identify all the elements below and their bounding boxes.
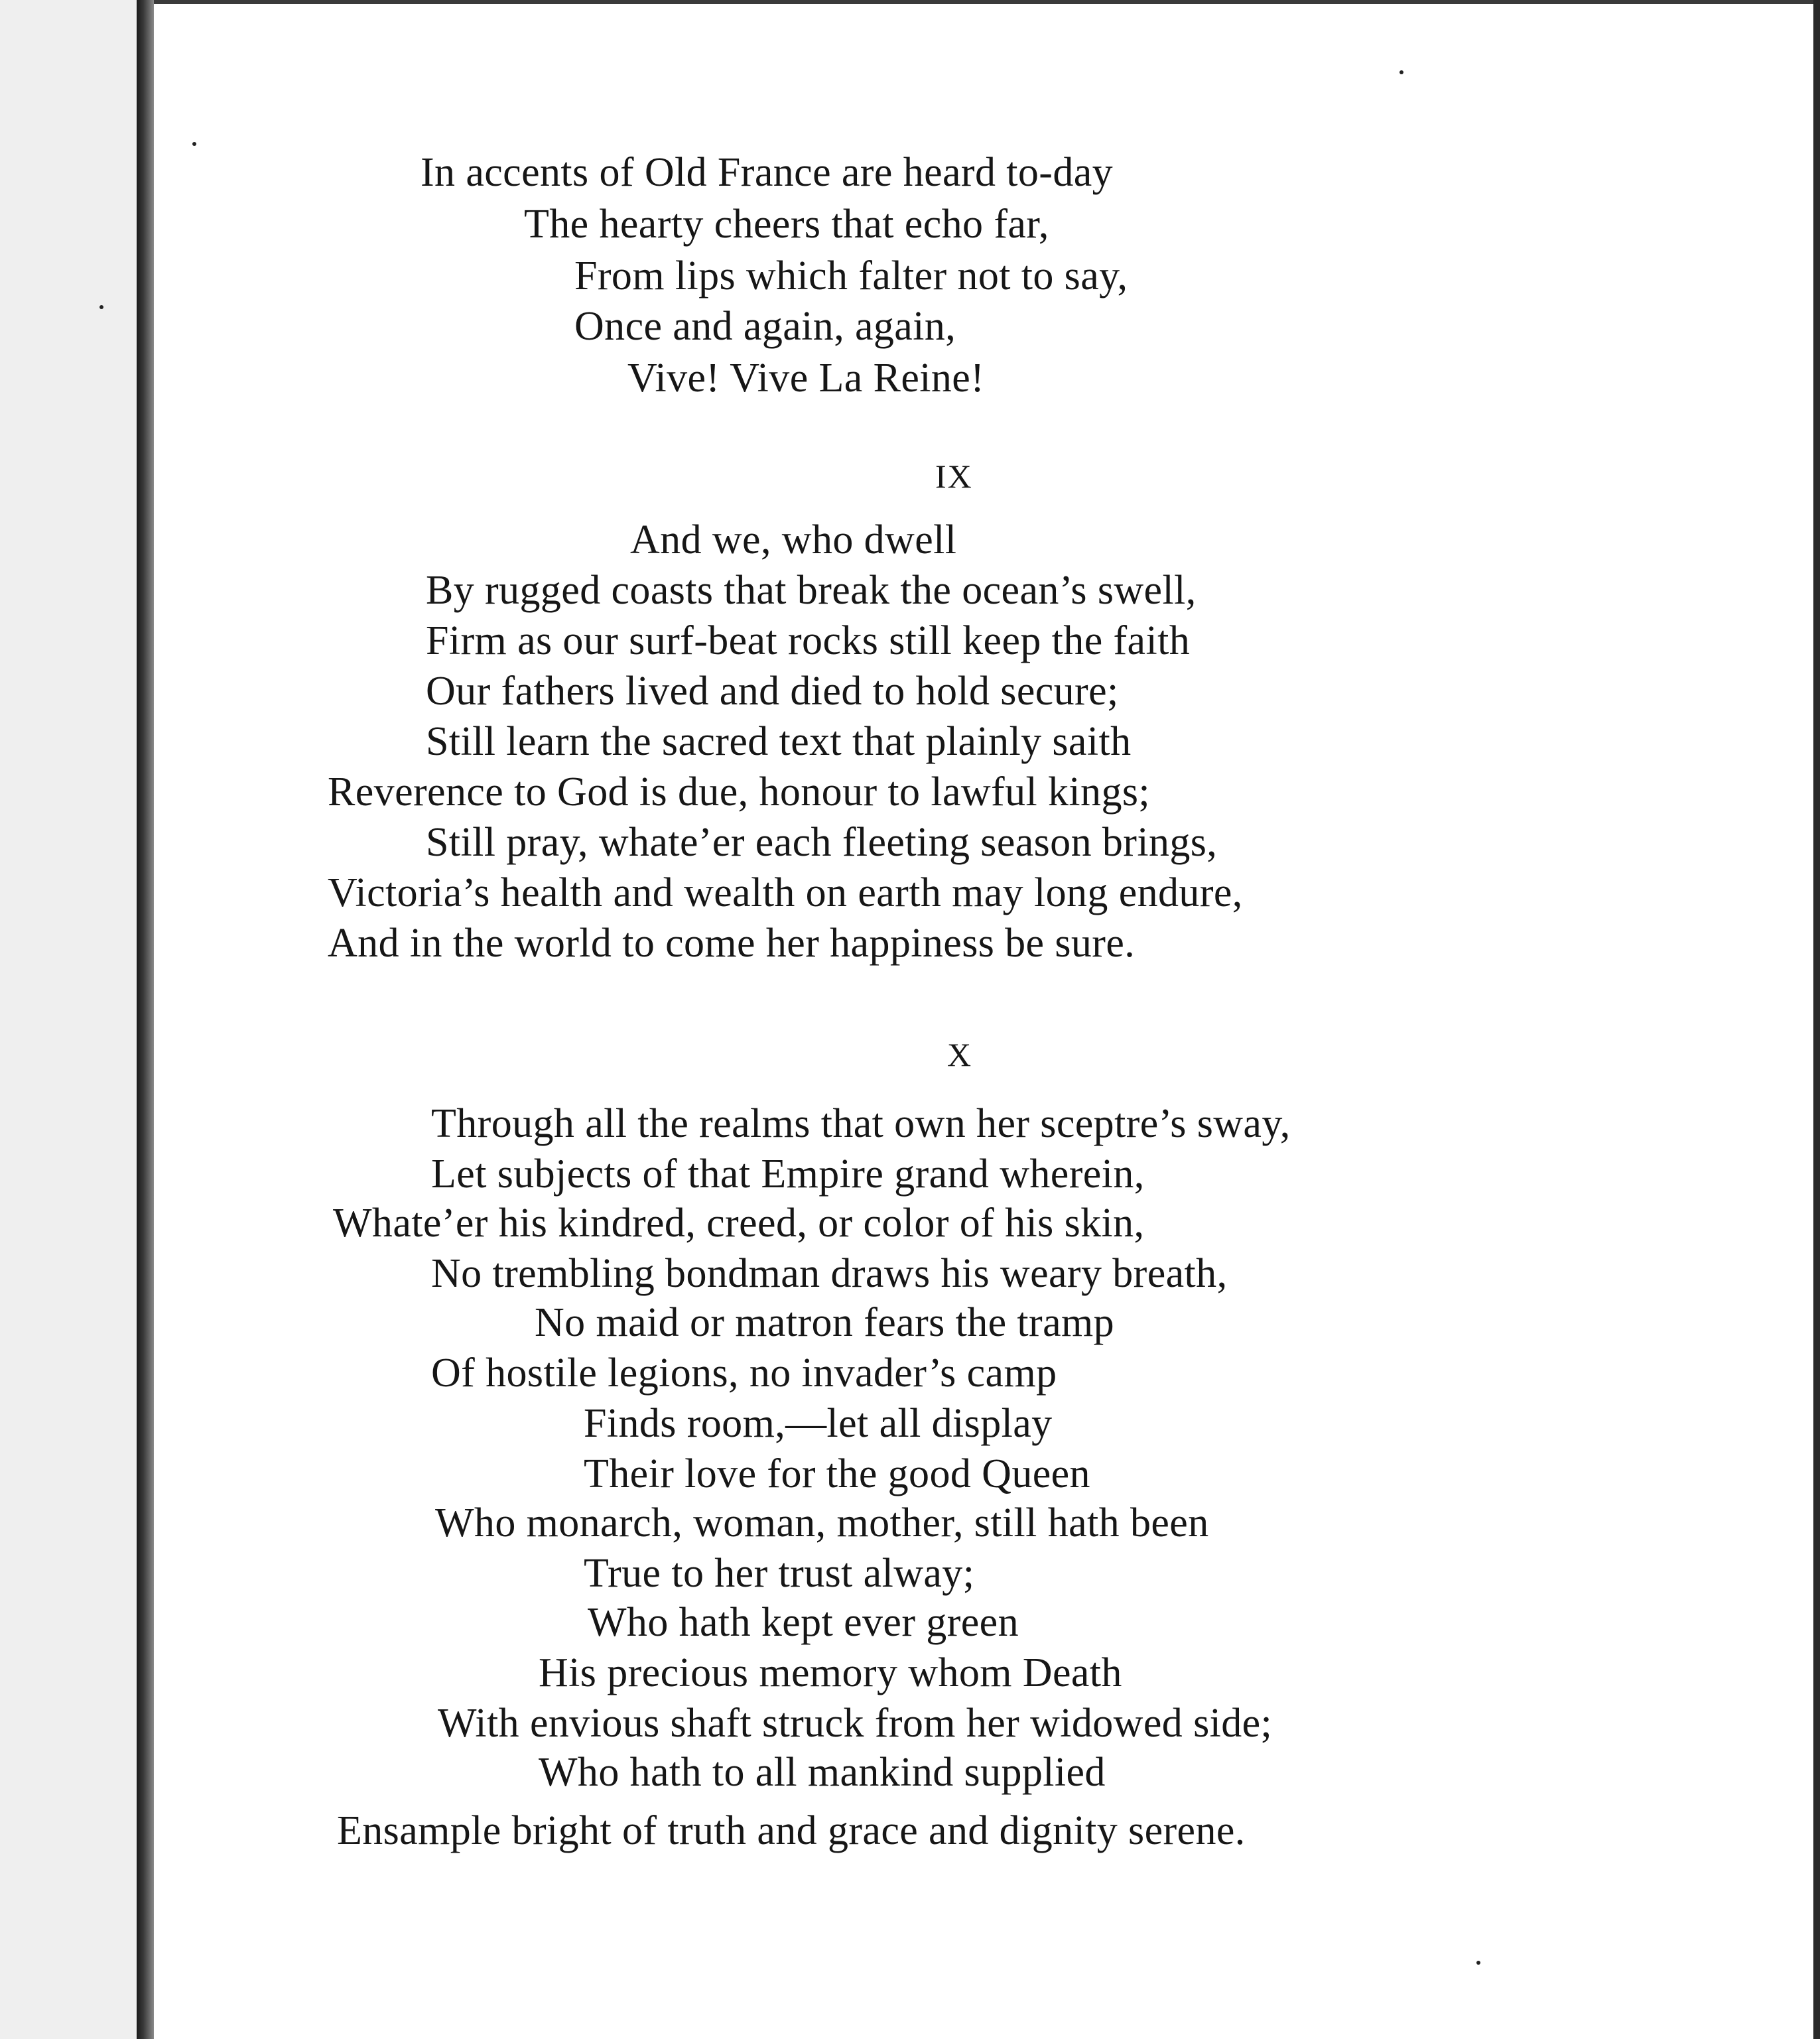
verse-line: Reverence to God is due, honour to lawful kings; <box>328 769 1151 815</box>
verse-line: Ensample bright of truth and grace and dignity serene. <box>337 1808 1246 1853</box>
verse-line: Victoria’s health and wealth on earth may long endure, <box>328 870 1243 915</box>
verse-line: Finds room,—let all display <box>584 1401 1053 1446</box>
verse-line: And we, who dwell <box>630 517 957 562</box>
stanza-numeral: X <box>947 1036 973 1073</box>
verse-line: Once and again, again, <box>574 304 956 349</box>
verse-line: His precious memory whom Death <box>539 1650 1122 1695</box>
verse-line: Firm as our surf-beat rocks still keep the faith <box>426 618 1191 663</box>
verse-line: Our fathers lived and died to hold secure; <box>426 669 1119 714</box>
ink-speck <box>99 305 103 309</box>
page-right-edge <box>1813 0 1820 2039</box>
verse-line: Whate’er his kindred, creed, or color of his skin, <box>333 1201 1145 1246</box>
stanza-numeral: IX <box>935 458 973 495</box>
verse-line: Vive! Vive La Reine! <box>627 356 985 401</box>
page-top-edge <box>154 0 1820 4</box>
verse-line: Still pray, whate’er each fleeting season brings, <box>426 820 1218 865</box>
ink-speck <box>1399 70 1403 74</box>
verse-line: Who hath kept ever green <box>588 1600 1019 1645</box>
facing-page-edge <box>0 0 137 2039</box>
verse-line: By rugged coasts that break the ocean’s swell, <box>426 568 1197 613</box>
ink-speck <box>1476 1961 1480 1965</box>
verse-line: No trembling bondman draws his weary breath, <box>431 1251 1228 1296</box>
verse-line: Let subjects of that Empire grand wherein, <box>431 1151 1145 1197</box>
ink-speck <box>192 142 196 146</box>
verse-line: No maid or matron fears the tramp <box>535 1300 1115 1345</box>
verse-line: Their love for the good Queen <box>584 1451 1090 1496</box>
verse-line: From lips which falter not to say, <box>574 253 1128 298</box>
verse-line: Of hostile legions, no invader’s camp <box>431 1350 1057 1396</box>
verse-line: Who hath to all mankind supplied <box>539 1750 1106 1795</box>
verse-line: With envious shaft struck from her widowed side; <box>438 1701 1273 1746</box>
verse-line: Who monarch, woman, mother, still hath been <box>435 1500 1209 1546</box>
verse-line: And in the world to come her happiness be sure. <box>328 921 1136 966</box>
verse-line: In accents of Old France are heard to-day <box>421 150 1114 195</box>
verse-line: True to her trust alway; <box>584 1551 975 1596</box>
book-gutter <box>137 0 154 2039</box>
verse-line: Through all the realms that own her sceptre’s sway, <box>431 1101 1291 1146</box>
verse-line: The hearty cheers that echo far, <box>524 202 1049 247</box>
verse-line: Still learn the sacred text that plainly saith <box>426 719 1132 764</box>
